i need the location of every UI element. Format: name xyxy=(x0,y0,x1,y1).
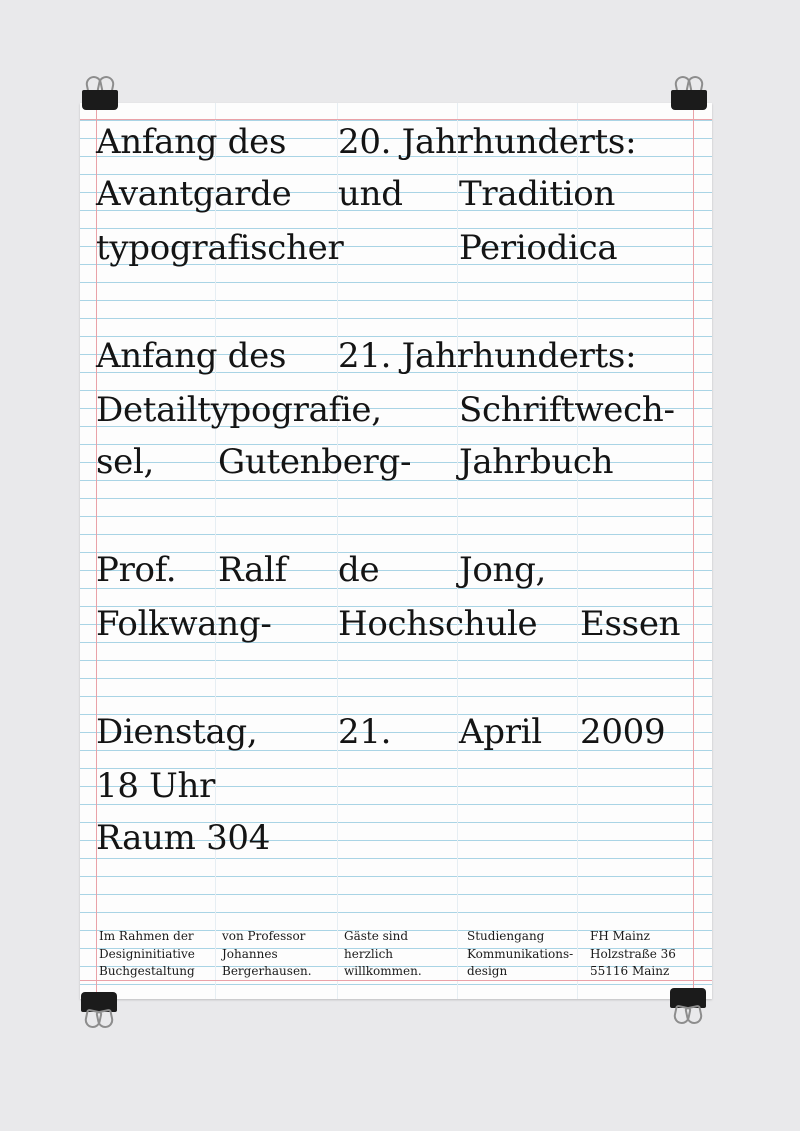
footer-column xyxy=(467,928,589,981)
headline-line xyxy=(96,222,696,274)
headline-line xyxy=(96,330,696,382)
headline-word: 21. Jahrhunderts: xyxy=(338,336,637,376)
footer-text: FH Mainz xyxy=(590,929,650,943)
headline-word: 2009 xyxy=(580,712,666,752)
headline-word: 18 Uhr xyxy=(96,766,216,806)
headline-line xyxy=(96,168,696,220)
footer-text: willkommen. xyxy=(344,964,422,978)
headline-word: Prof. xyxy=(96,550,177,590)
footer-text: herzlich xyxy=(344,946,394,961)
headline-word: April xyxy=(459,712,542,752)
headline-word: Jong, xyxy=(459,550,547,590)
footer-text: Buchgestaltung xyxy=(99,964,195,978)
binder-clip-icon xyxy=(669,74,709,114)
footer-text: Johannes xyxy=(222,946,278,961)
headline-line xyxy=(96,760,696,812)
binder-clip-icon xyxy=(668,984,708,1024)
headline-line xyxy=(96,436,696,488)
binder-clip-icon xyxy=(80,74,120,114)
headline-line xyxy=(96,384,696,436)
footer-text: Kommunikations- xyxy=(467,946,574,961)
headline-word: de xyxy=(338,550,380,590)
headline-word: Essen xyxy=(580,604,681,644)
headline-word: 21. xyxy=(338,712,392,752)
headline-word: Anfang des xyxy=(96,122,287,162)
headline-word: Dienstag, xyxy=(96,712,258,752)
headline-word: typografischer xyxy=(96,228,344,268)
headline-word: 20. Jahrhunderts: xyxy=(338,122,637,162)
footer-column xyxy=(590,928,690,981)
footer-column xyxy=(99,928,221,981)
headline-word: Anfang des xyxy=(96,336,287,376)
headline-word: Periodica xyxy=(459,228,618,268)
headline-word: Ralf xyxy=(218,550,287,590)
headline-line xyxy=(96,812,696,864)
footer-text: design xyxy=(467,964,508,978)
footer-text: Gäste sind xyxy=(344,929,409,943)
headline-word: sel, xyxy=(96,442,155,482)
headline-line xyxy=(96,706,696,758)
headline-word: Schriftwech- xyxy=(459,390,675,430)
footer-column xyxy=(222,928,344,981)
headline-word: Folkwang- xyxy=(96,604,272,644)
footer-text: von Professor xyxy=(222,929,306,943)
footer-column xyxy=(344,928,466,981)
headline-word: Avantgarde xyxy=(96,174,292,214)
headline-word: Raum 304 xyxy=(96,818,271,858)
footer-text: Designinitiative xyxy=(99,946,195,961)
footer-text: Studiengang xyxy=(467,929,545,943)
headline-word: Hochschule xyxy=(338,604,538,644)
headline-line xyxy=(96,116,696,168)
headline-word: Tradition xyxy=(459,174,616,214)
headline-word: Gutenberg- xyxy=(218,442,412,482)
footer-text: Bergerhausen. xyxy=(222,964,312,978)
binder-clip-icon xyxy=(79,988,119,1028)
headline-word: Detailtypografie, xyxy=(96,390,382,430)
headline-word: und xyxy=(338,174,403,214)
footer-text: Im Rahmen der xyxy=(99,929,194,943)
footer-text: Holzstraße 36 xyxy=(590,946,676,961)
headline-line xyxy=(96,544,696,596)
headline-line xyxy=(96,598,696,650)
footer-text: 55116 Mainz xyxy=(590,964,670,978)
headline-word: Jahrbuch xyxy=(459,442,614,482)
